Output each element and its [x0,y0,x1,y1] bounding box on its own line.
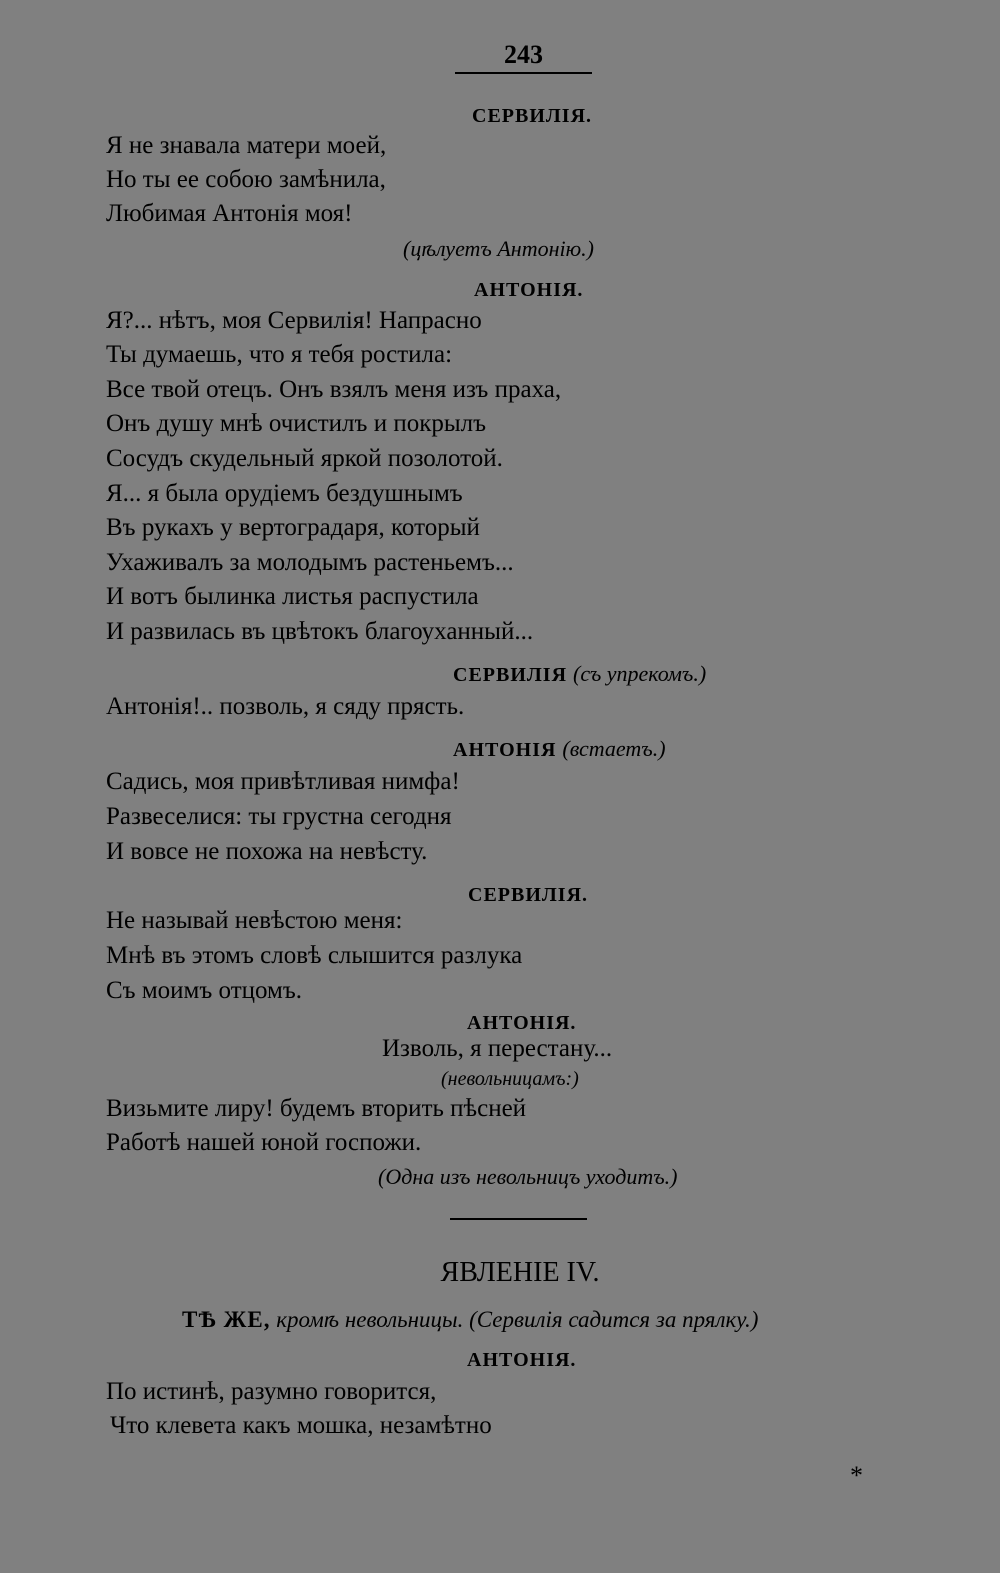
page-number: 243 [504,40,543,69]
speaker-line [453,736,666,763]
page-number-underline [455,72,592,74]
speaker-name: СЕРВИЛІЯ [453,664,568,686]
stage-direction: (невольницамъ:) [441,1068,579,1090]
verse-line: И развилась въ цвѣтокъ благоуханный... [106,618,534,645]
scene-cast-line [182,1305,758,1335]
stage-direction: (Одна изъ невольницъ уходитъ.) [378,1164,678,1189]
stage-direction: (съ упрекомъ.) [573,661,707,686]
section-divider [450,1218,587,1220]
scene-title: ЯВЛЕНІЕ IV. [440,1257,600,1288]
speaker-name: СЕРВИЛІЯ. [468,884,589,906]
verse-line: Визьмите лиру! будемъ вторить пѣсней [106,1095,527,1122]
verse-line: Я?... нѣтъ, моя Сервилія! Напрасно [106,307,482,334]
verse-line: Работѣ нашей юной госпожи. [106,1129,422,1156]
verse-line: Онъ душу мнѣ очистилъ и покрылъ [106,410,487,437]
speaker-name: АНТОНІЯ. [467,1349,577,1371]
verse-line: И вотъ былинка листья распустила [106,583,479,610]
stage-direction: (Сервилія садится за прялку.) [469,1307,759,1332]
speaker-name: СЕРВИЛІЯ. [472,105,593,127]
verse-line: По истинѣ, разумно говорится, [106,1378,437,1405]
speaker-name: АНТОНІЯ. [467,1012,577,1034]
verse-line: Я... я была орудіемъ бездушнымъ [106,480,463,507]
verse-line: Развеселися: ты грустна сегодня [106,803,452,830]
verse-line: Все твой отецъ. Онъ взялъ меня изъ праха, [106,376,562,403]
speaker-name: АНТОНІЯ. [474,279,584,301]
verse-line: Изволь, я перестану... [382,1035,613,1062]
verse-line: Ты думаешь, что я тебя ростила: [106,341,453,368]
verse-line: Я не знавала матери моей, [106,132,387,159]
speaker-name: АНТОНІЯ [453,739,557,761]
cast-names: ТѢ ЖЕ, [182,1307,271,1332]
verse-line: И вовсе не похожа на невѣсту. [106,838,428,865]
verse-line: Любимая Антонія моя! [106,200,353,227]
verse-line: Ухаживалъ за молодымъ растеньемъ... [106,549,514,576]
stage-direction: (цѣлуетъ Антонію.) [403,236,594,261]
verse-line: Не называй невѣстою меня: [106,907,403,934]
verse-line: Но ты ее собою замѣнила, [106,166,386,193]
verse-line: Антонія!.. позволь, я сяду прясть. [106,693,465,720]
stage-direction: (встаетъ.) [562,736,666,761]
footnote-mark: * [850,1461,863,1490]
verse-line: Садись, моя привѣтливая нимфа! [106,768,460,795]
verse-line: Что клевета какъ мошка, незамѣтно [110,1412,492,1439]
verse-line: Съ моимъ отцомъ. [106,977,303,1004]
speaker-line [453,661,706,688]
cast-note: кромѣ невольницы. [276,1307,464,1332]
verse-line: Въ рукахъ у вертоградаря, который [106,514,480,541]
verse-line: Сосудъ скудельный яркой позолотой. [106,445,503,472]
verse-line: Мнѣ въ этомъ словѣ слышится разлука [106,942,523,969]
